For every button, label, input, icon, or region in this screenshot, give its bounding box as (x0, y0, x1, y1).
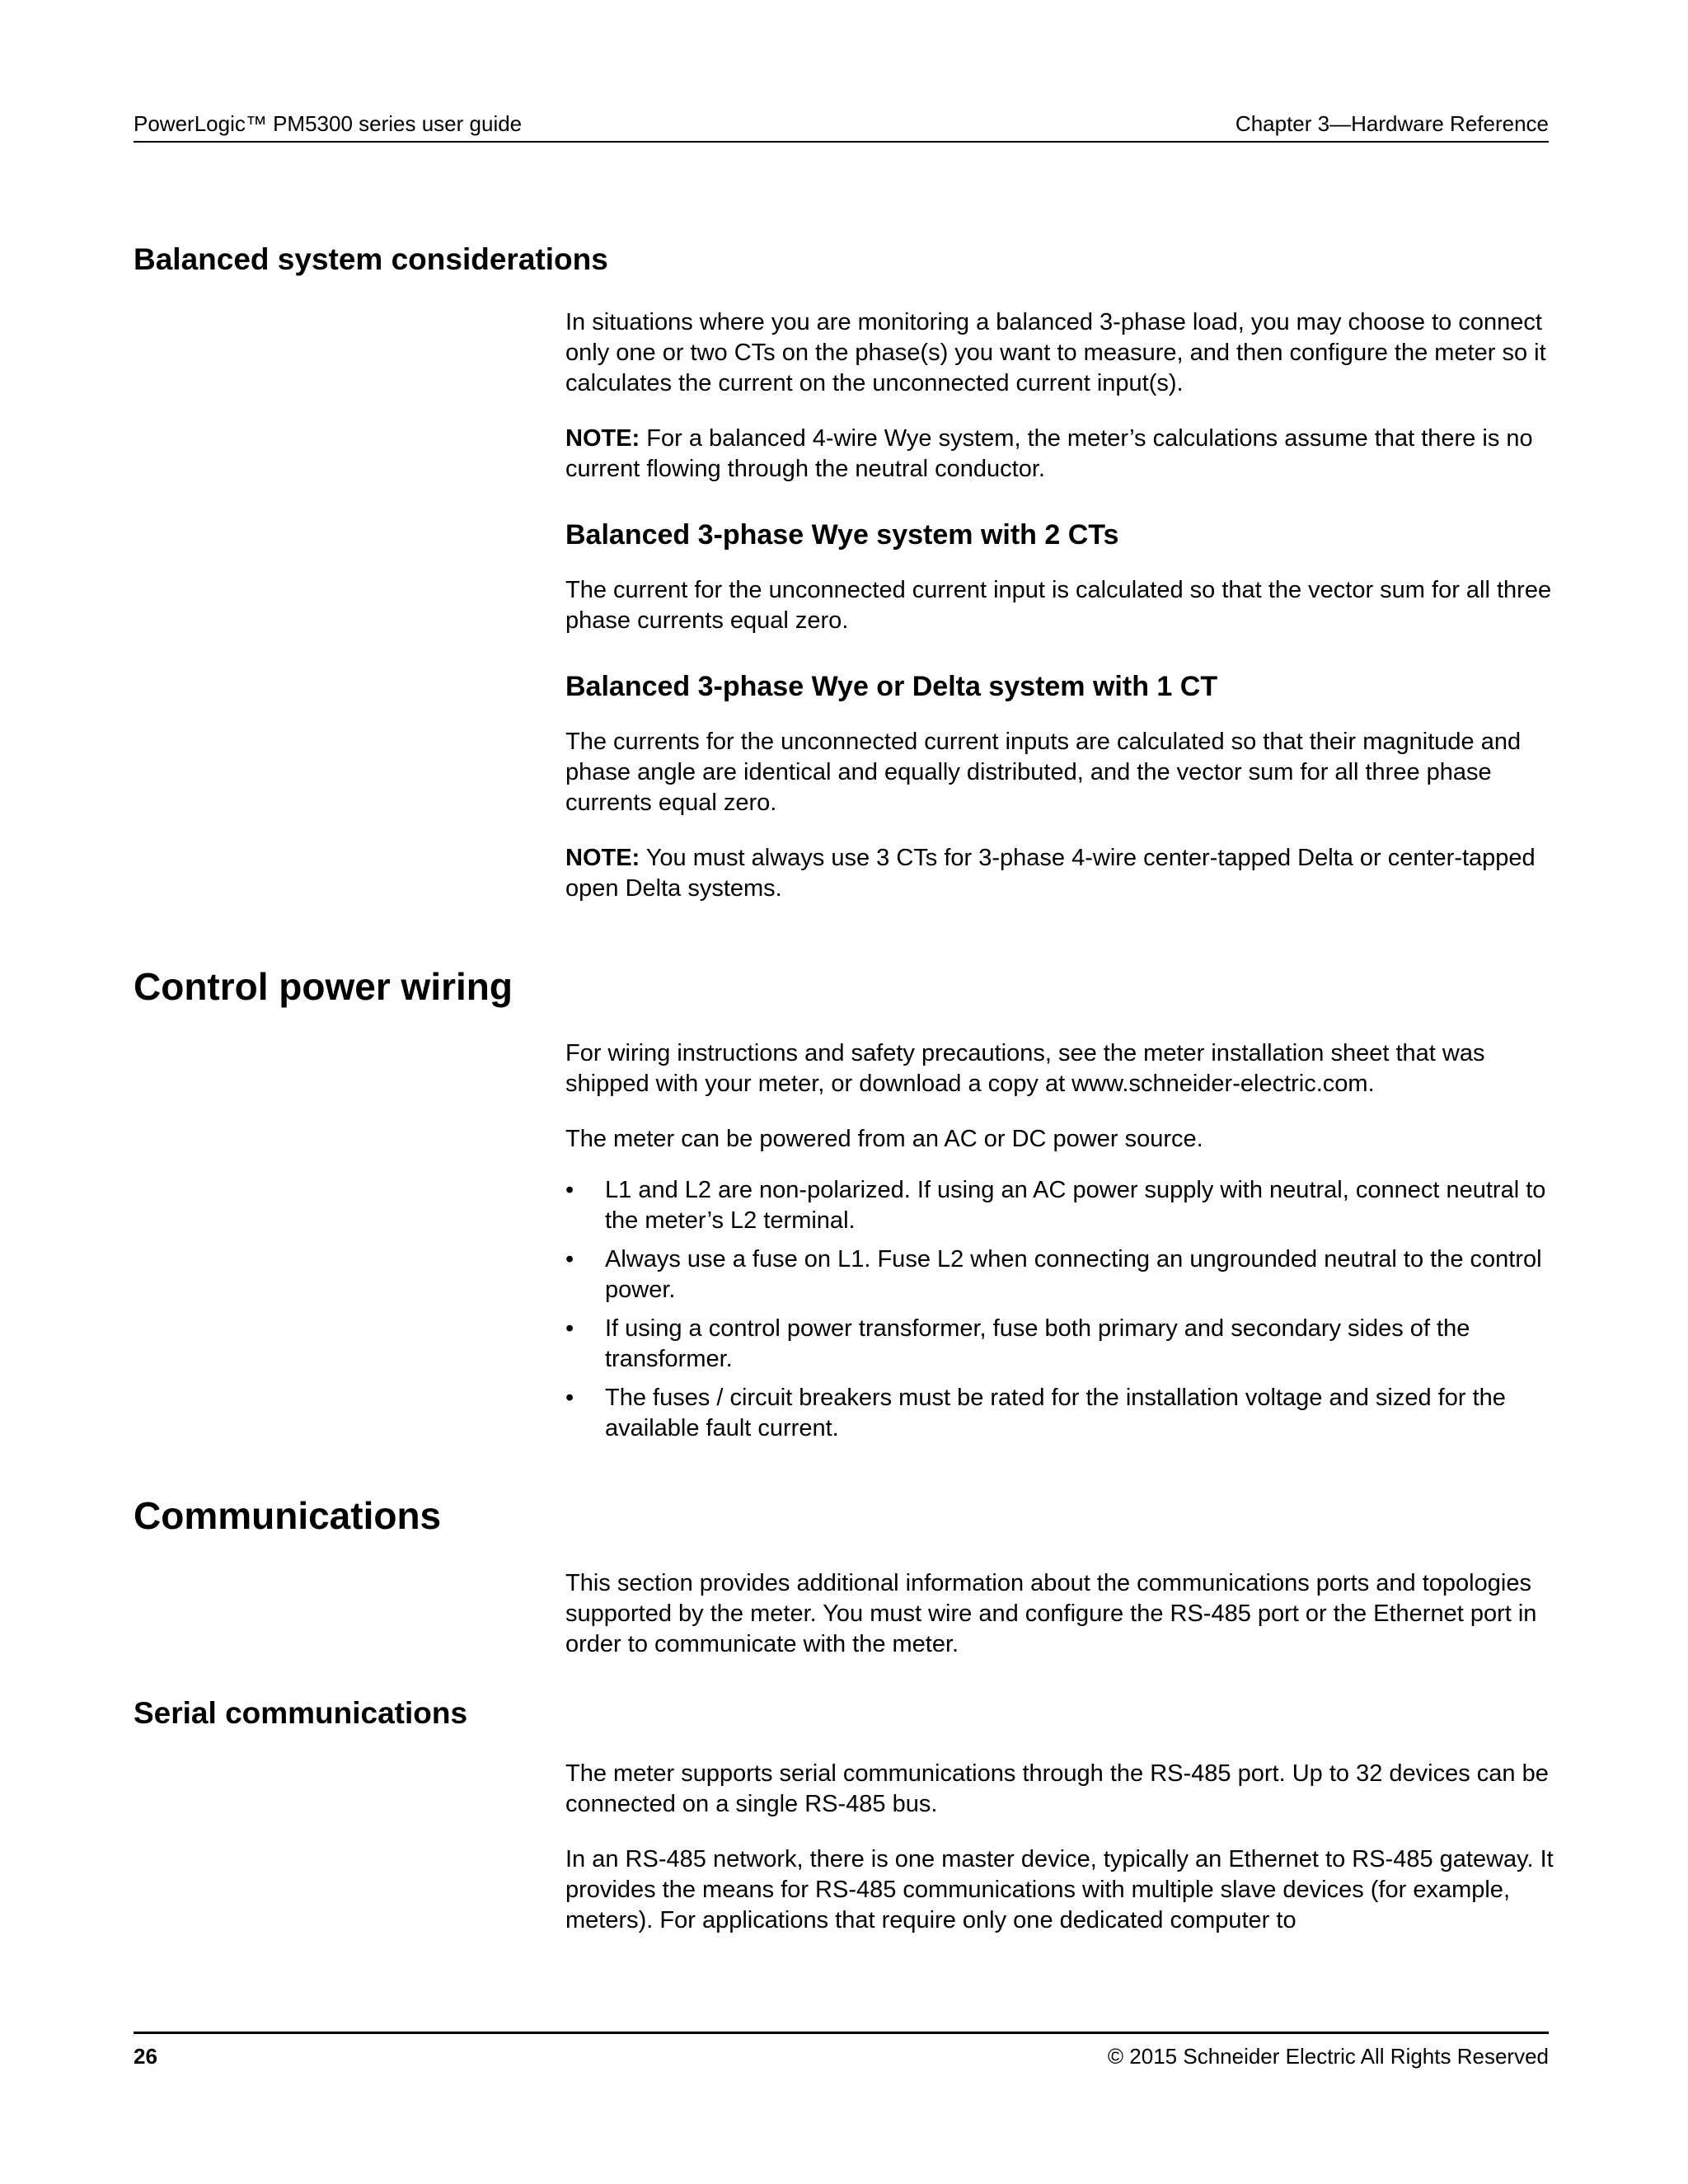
list-item-text: Always use a fuse on L1. Fuse L2 when connecting an ungrounded neutral to the control power. (605, 1246, 1542, 1303)
copyright-notice: © 2015 Schneider Electric All Rights Reserved (1107, 2044, 1549, 2069)
serial-communications-heading: Serial communications (134, 1696, 468, 1730)
list-item (565, 1314, 1554, 1375)
wye-2ct-heading: Balanced 3-phase Wye system with 2 CTs (565, 519, 1119, 551)
bullet-marker: • (565, 1385, 574, 1411)
note-text: For a balanced 4-wire Wye system, the meter’s calculations assume that there is no current flowing through the neutral conductor. (565, 425, 1533, 482)
control-power-paragraph-1: For wiring instructions and safety precautions, see the meter installation sheet that was shipped with your meter, or download a copy at www.schneider-electric.com. (565, 1040, 1485, 1097)
wye-2ct-paragraph: The current for the unconnected current input is calculated so that the vector sum for all three phase currents equal zero. (565, 577, 1552, 634)
note-label: NOTE: (565, 845, 640, 871)
wye-delta-1ct-heading: Balanced 3-phase Wye or Delta system with 1 CT (565, 671, 1218, 702)
balanced-note (565, 424, 1554, 485)
list-item (565, 1175, 1554, 1236)
running-header-chapter: Chapter 3—Hardware Reference (1235, 111, 1549, 136)
serial-paragraph-1: The meter supports serial communications through the RS-485 port. Up to 32 devices can be connected on a single RS-485 bus. (565, 1760, 1549, 1817)
control-power-bullet-list (565, 1175, 1554, 1444)
note-text: You must always use 3 CTs for 3-phase 4-wire center-tapped Delta or center-tapped open Delta systems. (565, 845, 1536, 902)
communications-section (565, 1568, 1554, 1660)
balanced-system-paragraph: In situations where you are monitoring a balanced 3-phase load, you may choose to connect only one or two CTs on the phase(s) you want to measure, and then configure the meter so it calculates the current on the unconnected current input(s). (565, 309, 1546, 396)
serial-paragraph-2: In an RS-485 network, there is one master device, typically an Ethernet to RS-485 gateway. It provides the means for RS-485 communications with multiple slave devices (for example, meters). For applications that require only one dedicated computer to (565, 1846, 1554, 1933)
list-item-text: If using a control power transformer, fuse both primary and secondary sides of the transformer. (605, 1315, 1470, 1372)
header-rule (134, 141, 1549, 143)
bullet-marker: • (565, 1177, 574, 1203)
list-item (565, 1244, 1554, 1305)
balanced-system-section (565, 307, 1554, 904)
delta-note (565, 843, 1554, 904)
note-label: NOTE: (565, 425, 640, 452)
wye-delta-1ct-paragraph: The currents for the unconnected current inputs are calculated so that their magnitude and phase angle are identical and equally distributed, and the vector sum for all three phase currents equal zero. (565, 729, 1522, 816)
page-number: 26 (134, 2044, 157, 2069)
list-item-text: The fuses / circuit breakers must be rated for the installation voltage and sized for the available fault current. (605, 1385, 1506, 1441)
control-power-section (565, 1038, 1554, 1452)
balanced-system-heading: Balanced system considerations (134, 242, 608, 276)
communications-paragraph: This section provides additional information about the communications ports and topologies supported by the meter. You must wire and configure the RS-485 port or the Ethernet port in order to communicate with the meter. (565, 1570, 1537, 1657)
communications-heading: Communications (134, 1494, 442, 1537)
control-power-heading: Control power wiring (134, 965, 513, 1008)
bullet-marker: • (565, 1315, 574, 1342)
bullet-marker: • (565, 1246, 574, 1272)
footer-rule (134, 2032, 1549, 2034)
list-item (565, 1383, 1554, 1444)
running-header-title: PowerLogic™ PM5300 series user guide (134, 111, 523, 136)
list-item-text: L1 and L2 are non-polarized. If using an AC power supply with neutral, connect neutral to the meter’s L2 terminal. (605, 1177, 1546, 1234)
control-power-paragraph-2: The meter can be powered from an AC or DC power source. (565, 1126, 1203, 1152)
serial-communications-section (565, 1759, 1554, 1936)
